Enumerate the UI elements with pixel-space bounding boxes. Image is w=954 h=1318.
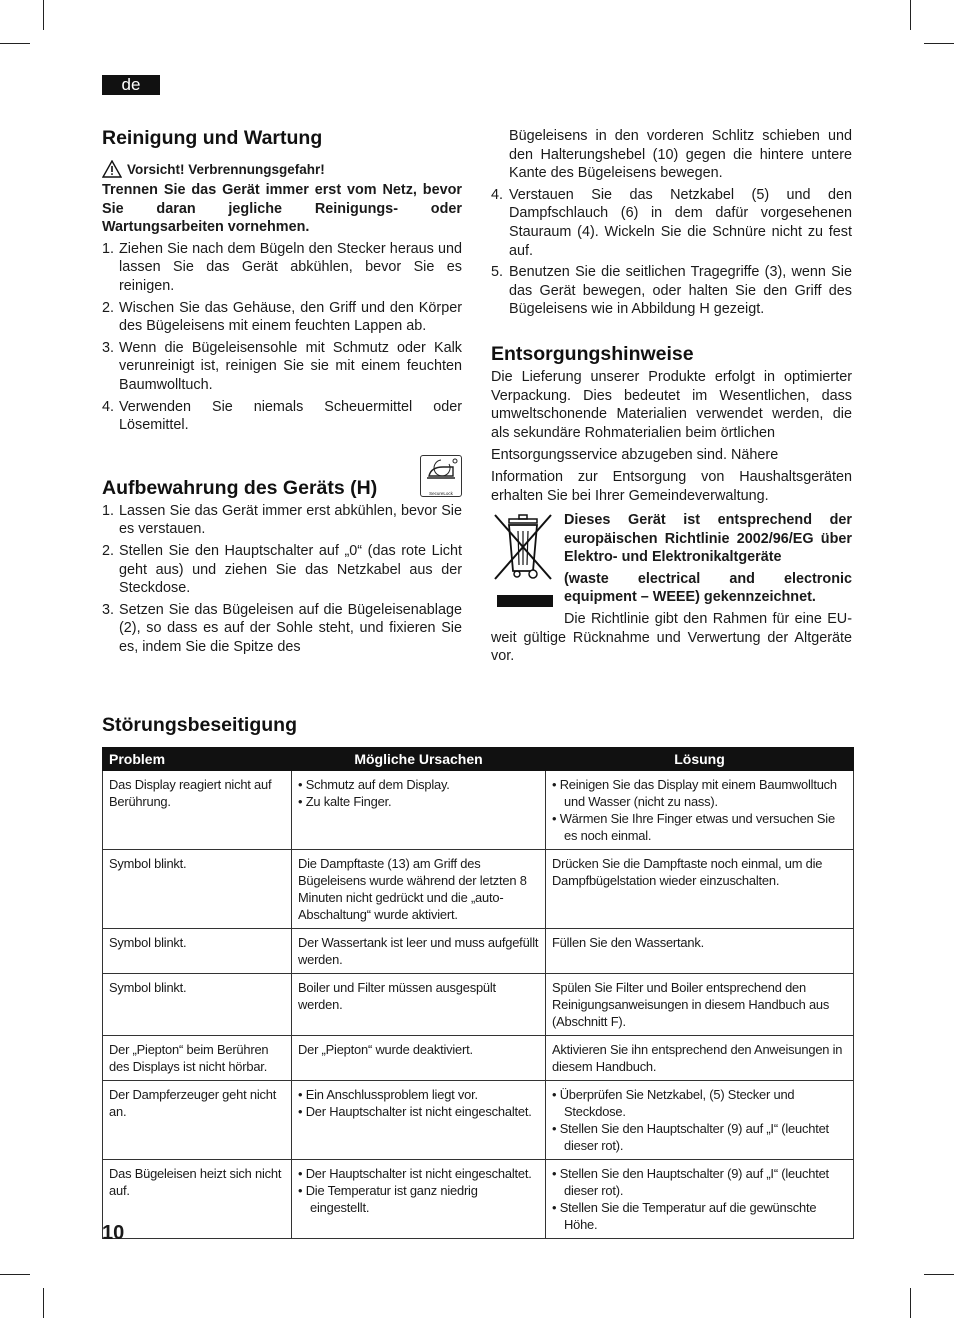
table-row bbox=[103, 974, 854, 1036]
problem-cell: Der „Piepton“ beim Berühren des Displays ist nicht hörbar. bbox=[103, 1036, 292, 1081]
warning-line bbox=[102, 160, 462, 178]
weee-bin-icon bbox=[491, 511, 555, 616]
cause-cell: Der Wassertank ist leer und muss aufgefüllt werden. bbox=[292, 929, 546, 974]
weee-block bbox=[491, 511, 852, 666]
storage-header bbox=[102, 455, 462, 500]
list-item: 2. Stellen Sie den Hauptschalter auf „0“ (das rote Licht geht aus) und ziehen Sie das Netzkabel aus der Steckdose. bbox=[102, 542, 462, 597]
cleaning-list bbox=[102, 240, 462, 435]
crop-mark bbox=[43, 0, 44, 30]
crop-mark bbox=[0, 43, 30, 44]
section-title-troubleshooting: Störungsbeseitigung bbox=[102, 714, 297, 736]
storage-list bbox=[102, 502, 462, 657]
troubleshooting-table bbox=[102, 747, 854, 1239]
table-row bbox=[103, 1081, 854, 1160]
problem-cell: Das Bügeleisen heizt sich nicht auf. bbox=[103, 1160, 292, 1239]
language-tab: de bbox=[102, 75, 160, 95]
list-item: 4. Verstauen Sie das Netzkabel (5) und den Dampfschlauch (6) in dem dafür vorgesehenen Stauraum (4). Wickeln Sie die Schnüre nicht zu fest auf. bbox=[491, 186, 852, 259]
column-header-causes: Mögliche Ursachen bbox=[292, 748, 546, 771]
disposal-para-1: Die Lieferung unserer Produkte erfolgt in optimierter Verpackung. Dies bedeutet im Wesentlichen, dass umweltschonende Materialien verwendet werden, die als sekundäre Rohmaterialien beim örtlichen bbox=[491, 368, 852, 441]
right-column bbox=[491, 126, 852, 666]
section-title-cleaning: Reinigung und Wartung bbox=[102, 127, 323, 149]
problem-cell: Symbol blinkt. bbox=[103, 974, 292, 1036]
storage-continuation: Bügeleisens in den vorderen Schlitz schieben und den Halterungshebel (10) gegen die hintere untere Kante des Bügeleisens bewegen. bbox=[509, 128, 852, 182]
solution-cell: Drücken Sie die Dampftaste noch einmal, um die Dampfbügelstation wieder einzuschalten. bbox=[546, 850, 854, 929]
table-row bbox=[103, 771, 854, 850]
list-item: 3. Wenn die Bügeleisensohle mit Schmutz oder Kalk verunreinigt ist, reinigen Sie sie mit einem feuchten Baumwolltuch. bbox=[102, 339, 462, 393]
weee-bold-1: Dieses Gerät ist entsprechend der europäischen Richtlinie 2002/96/EG über Elektro- und Elektronikaltgeräte bbox=[564, 512, 852, 566]
weee-bold-2: (waste electrical and electronic equipment – WEEE) gekennzeichnet. bbox=[564, 570, 852, 606]
table-row bbox=[103, 850, 854, 929]
cause-cell: • Der Hauptschalter ist nicht eingeschaltet. • Die Temperatur ist ganz niedrig eingestellt. bbox=[292, 1160, 546, 1239]
disposal-para-2: Entsorgungsservice abzugeben sind. Nähere bbox=[491, 447, 779, 464]
problem-cell: Symbol blinkt. bbox=[103, 929, 292, 974]
cause-cell: Boiler und Filter müssen ausgespült werden. bbox=[292, 974, 546, 1036]
crop-mark bbox=[910, 1288, 911, 1318]
solution-cell: Füllen Sie den Wassertank. bbox=[546, 929, 854, 974]
securelock-icon bbox=[420, 455, 462, 497]
column-header-problem: Problem bbox=[103, 748, 292, 771]
crop-mark bbox=[924, 43, 954, 44]
list-item: 5. Benutzen Sie die seitlichen Tragegriffe (3), wenn Sie das Gerät bewegen, oder halten Sie den Griff des Bügeleisens wie in Abbildung H gezeigt. bbox=[491, 264, 852, 318]
problem-cell: Der Dampferzeuger geht nicht an. bbox=[103, 1081, 292, 1160]
cause-cell: • Ein Anschlussproblem liegt vor. • Der Hauptschalter ist nicht eingeschaltet. bbox=[292, 1081, 546, 1160]
crop-mark bbox=[924, 1274, 954, 1275]
solution-cell: • Überprüfen Sie Netzkabel, (5) Stecker und Steckdose. • Stellen Sie den Hauptschalter (9) auf „I“ (leuchtet dieser rot). bbox=[546, 1081, 854, 1160]
table-row bbox=[103, 1160, 854, 1239]
cause-cell: • Schmutz auf dem Display. • Zu kalte Finger. bbox=[292, 771, 546, 850]
table-row bbox=[103, 1036, 854, 1081]
left-column bbox=[102, 126, 462, 659]
column-header-solution: Lösung bbox=[546, 748, 854, 771]
securelock-label: SecureLock bbox=[429, 490, 453, 496]
list-item: 2. Wischen Sie das Gehäuse, den Griff und den Körper des Bügeleisens mit einem feuchten Lappen ab. bbox=[102, 299, 462, 335]
cause-cell: Der „Piepton“ wurde deaktiviert. bbox=[292, 1036, 546, 1081]
list-item: 3. Setzen Sie das Bügeleisen auf die Bügeleisenablage (2), so dass es auf der Sohle steht, und fixieren Sie es, indem Sie die Spitze des bbox=[102, 601, 462, 655]
crop-mark bbox=[0, 1274, 30, 1275]
section-title-disposal: Entsorgungshinweise bbox=[491, 342, 694, 365]
solution-cell: Spülen Sie Filter und Boiler entsprechend den Reinigungsanweisungen in diesem Handbuch aus (Abschnitt F). bbox=[546, 974, 854, 1036]
crop-mark bbox=[910, 0, 911, 30]
warning-text: Vorsicht! Verbrennungsgefahr! bbox=[127, 161, 325, 177]
disposal-para-3: Information zur Entsorgung von Haushaltsgeräten erhalten Sie bei Ihrer Gemeindeverwaltung. bbox=[491, 468, 852, 504]
page-number: 10 bbox=[102, 1222, 125, 1244]
table-header-row bbox=[103, 748, 854, 771]
solution-cell: • Stellen Sie den Hauptschalter (9) auf „I“ (leuchtet dieser rot). • Stellen Sie die Temperatur auf die gewünschte Höhe. bbox=[546, 1160, 854, 1239]
storage-list-continued bbox=[491, 186, 852, 319]
warning-triangle-icon bbox=[102, 160, 122, 178]
problem-cell: Das Display reagiert nicht auf Berührung. bbox=[103, 771, 292, 850]
table-row bbox=[103, 929, 854, 974]
solution-cell: Aktivieren Sie ihn entsprechend den Anweisungen in diesem Handbuch. bbox=[546, 1036, 854, 1081]
weee-para: Die Richtlinie gibt den Rahmen für eine EU-weit gültige Rücknahme und Verwertung der Altgeräte vor. bbox=[491, 611, 852, 665]
list-item: 1. Lassen Sie das Gerät immer erst abkühlen, bevor Sie es verstauen. bbox=[102, 502, 462, 538]
list-item: 4. Verwenden Sie niemals Scheuermittel oder Lösemittel. bbox=[102, 398, 462, 434]
cleaning-bold-notice: Trennen Sie das Gerät immer erst vom Netz, bevor Sie daran jegliche Reinigungs- oder Wartungsarbeiten vornehmen. bbox=[102, 182, 462, 236]
list-item: 1. Ziehen Sie nach dem Bügeln den Stecker heraus und lassen Sie das Gerät abkühlen, bevor Sie es reinigen. bbox=[102, 240, 462, 294]
section-title-storage: Aufbewahrung des Geräts (H) bbox=[102, 476, 378, 499]
crop-mark bbox=[43, 1288, 44, 1318]
problem-cell: Symbol blinkt. bbox=[103, 850, 292, 929]
cause-cell: Die Dampftaste (13) am Griff des Bügeleisens wurde während der letzten 8 Minuten nicht gedrückt und die „auto-Abschaltung“ wurde aktiviert. bbox=[292, 850, 546, 929]
solution-cell: • Reinigen Sie das Display mit einem Baumwolltuch und Wasser (nicht zu nass). • Wärmen Sie Ihre Finger etwas und versuchen Sie es noch einmal. bbox=[546, 771, 854, 850]
